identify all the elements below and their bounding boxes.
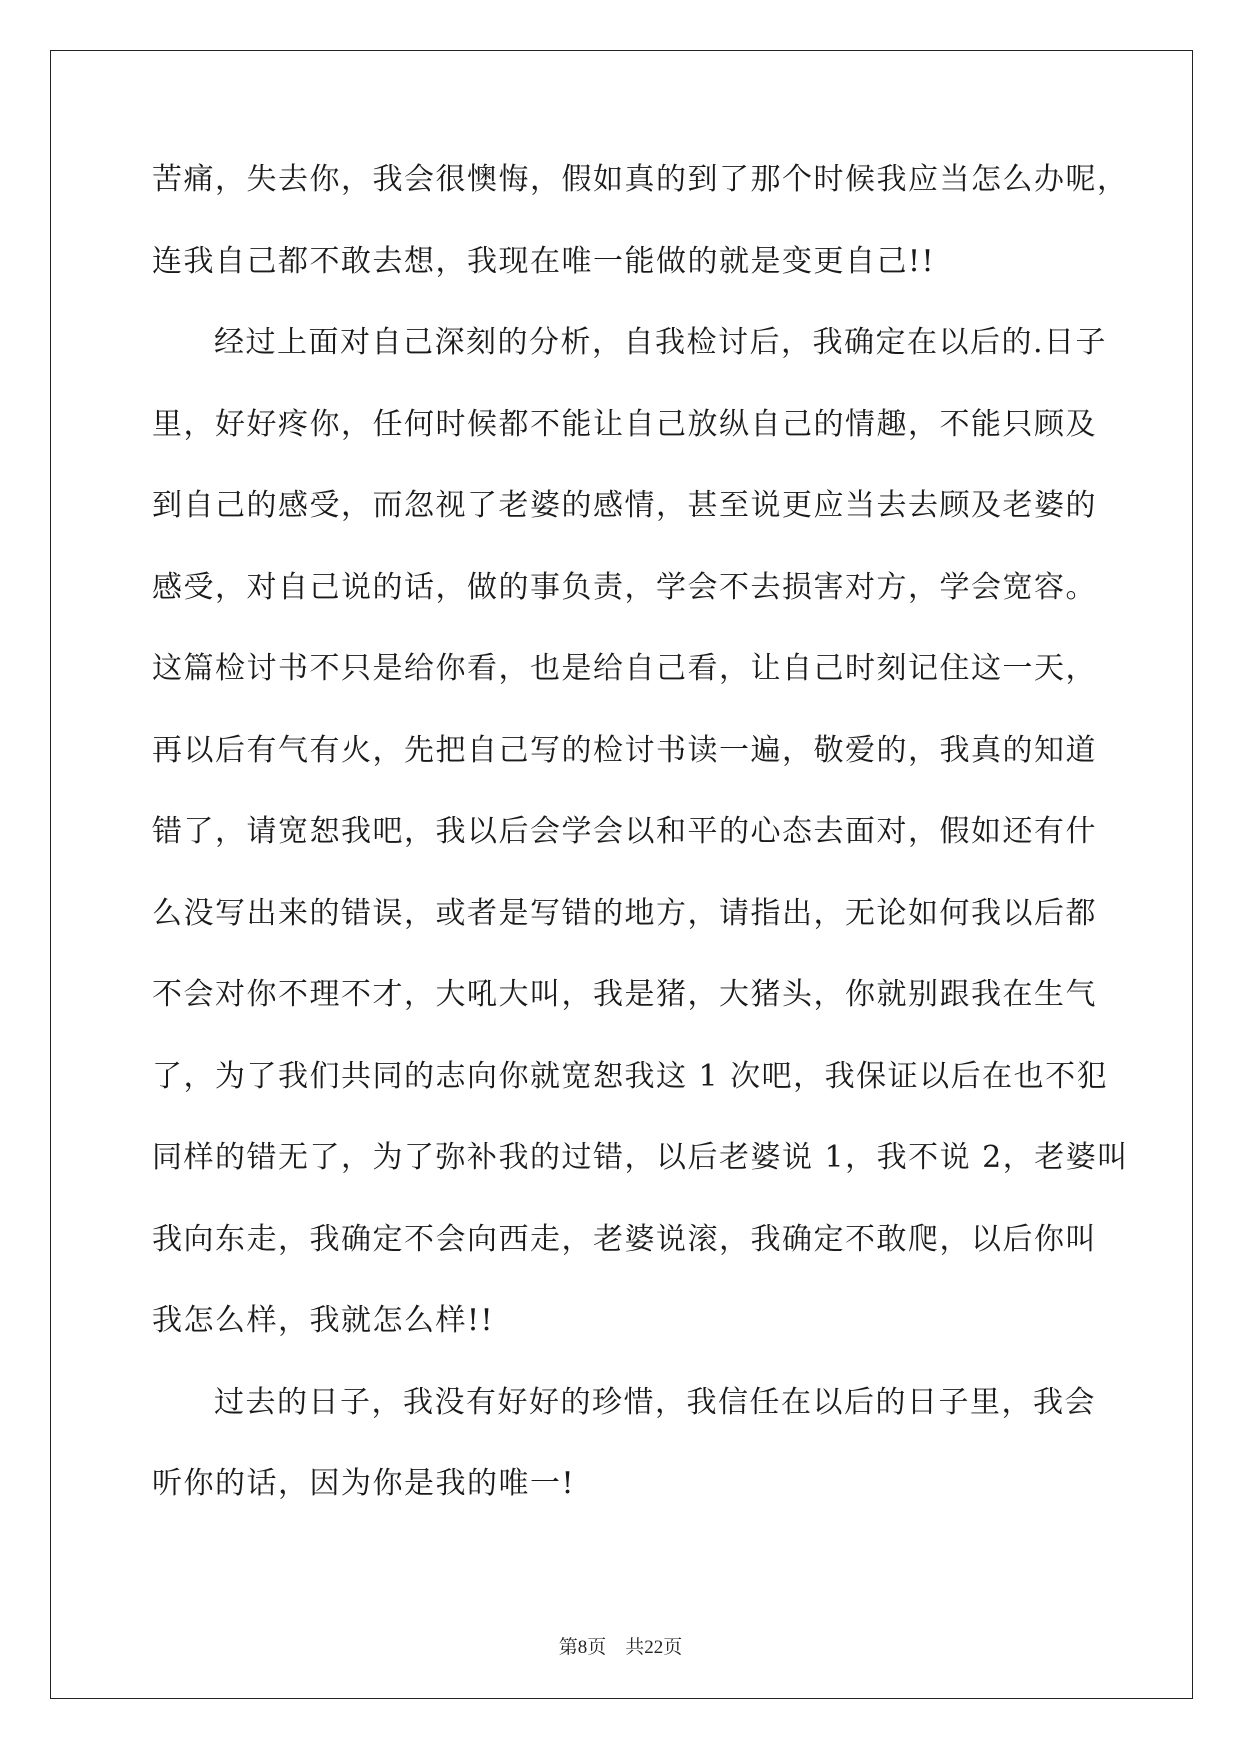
text-line: 里，好好疼你，任何时候都不能让自己放纵自己的情趣，不能只顾及	[152, 406, 1097, 442]
page-footer	[0, 1632, 1241, 1659]
text-line: 了，为了我们共同的志向你就宽恕我这 1 次吧，我保证以后在也不犯	[152, 1058, 1109, 1094]
footer-prefix: 第	[558, 1637, 578, 1658]
text-line: 连我自己都不敢去想，我现在唯一能做的就是变更自己!!	[152, 243, 936, 279]
text-line: 经过上面对自己深刻的分析，自我检讨后，我确定在以后的.日子	[214, 325, 1108, 360]
document-body	[152, 160, 1129, 1546]
text-line: 听你的话，因为你是我的唯一!	[152, 1466, 576, 1501]
text-line: 不会对你不理不才，大吼大叫，我是猪，大猪头，你就别跟我在生气	[152, 977, 1097, 1012]
text-line: 么没写出来的错误，或者是写错的地方，请指出，无论如何我以后都	[152, 895, 1097, 931]
text-line: 我向东走，我确定不会向西走，老婆说滚，我确定不敢爬，以后你叫	[152, 1221, 1097, 1257]
total-pages: 22	[644, 1637, 664, 1658]
text-line: 到自己的感受，而忽视了老婆的感情，甚至说更应当去去顾及老婆的	[152, 488, 1097, 523]
footer-total-suffix: 页	[663, 1637, 683, 1658]
text-line: 过去的日子，我没有好好的珍惜，我信任在以后的日子里，我会	[214, 1384, 1096, 1420]
text-line: 我怎么样，我就怎么样!!	[152, 1303, 495, 1338]
text-line: 这篇检讨书不只是给你看，也是给自己看，让自己时刻记住这一天，	[152, 651, 1097, 686]
page-number: 8	[577, 1637, 588, 1658]
text-line: 再以后有气有火，先把自己写的检讨书读一遍，敬爱的，我真的知道	[152, 732, 1097, 768]
footer-total-prefix: 共	[625, 1637, 645, 1658]
footer-page-suffix: 页	[587, 1637, 607, 1658]
text-line: 同样的错无了，为了弥补我的过错，以后老婆说 1，我不说 2，老婆叫	[152, 1140, 1129, 1175]
text-line: 错了，请宽恕我吧，我以后会学会以和平的心态去面对，假如还有什	[152, 814, 1097, 849]
text-line: 感受，对自己说的话，做的事负责，学会不去损害对方，学会宽容。	[152, 569, 1097, 605]
text-line: 苦痛，失去你，我会很懊悔，假如真的到了那个时候我应当怎么办呢，	[152, 162, 1129, 197]
